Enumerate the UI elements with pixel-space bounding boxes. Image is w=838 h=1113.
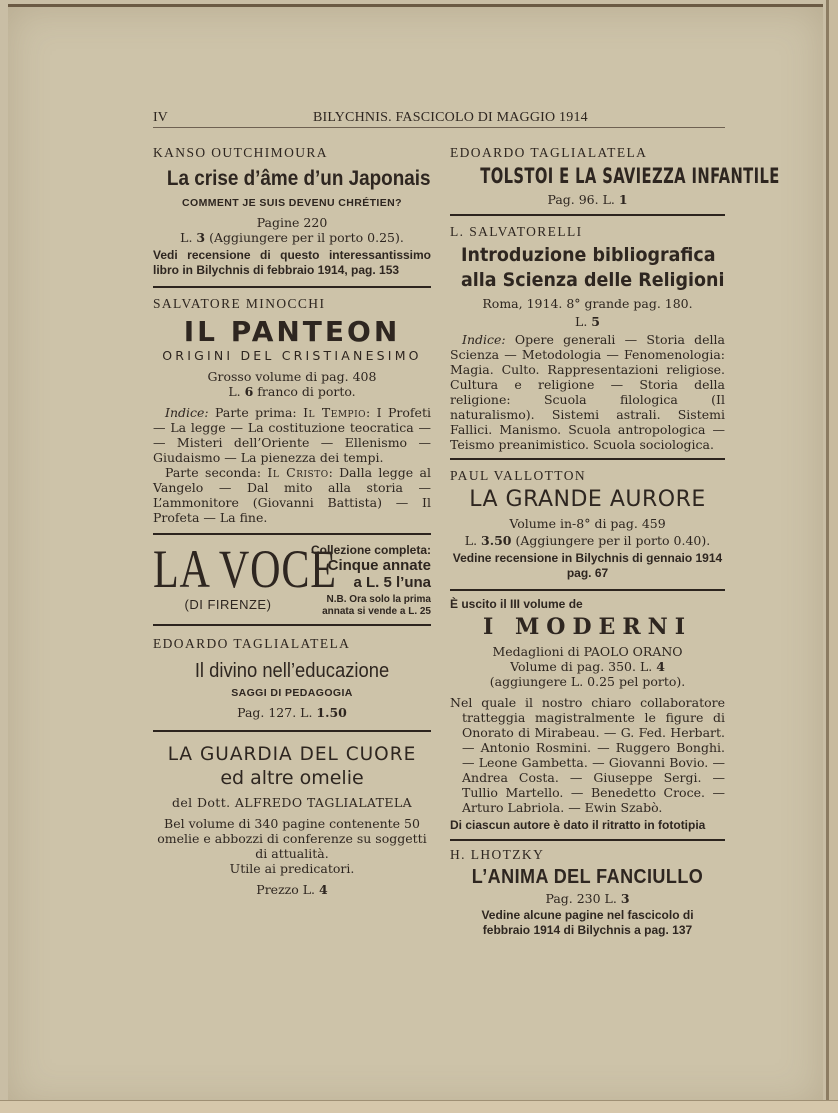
page-bottom-edge [0,1100,838,1113]
divider [153,624,431,626]
divider [450,839,725,841]
table-of-contents-part2: Parte seconda: Il Cristo: Dalla legge al Vangelo — Dal mito alla storia — L’ammonitore (Giovanni Battista) — Il Profeta — La fine. [153,465,431,525]
divider [450,458,725,460]
magazine-title: LA VOCE [153,539,337,599]
next-page-edge [829,0,838,1112]
left-column [153,145,431,897]
review-note: Vedine recensione in Bilychnis di gennaio 1914 pag. 67 [452,551,723,580]
price: 6 [244,384,254,399]
portrait-note: Di ciascun autore è dato il ritratto in fototipia [450,818,706,832]
ad-anima-fanciullo [450,847,725,938]
book-title: Il divino nell’educazione [194,660,390,682]
author: L. SALVATORELLI [450,224,583,239]
book-title: L’ANIMA DEL FANCIULLO [471,866,704,888]
ad-guardia-del-cuore [153,744,431,897]
collection-label: Collezione completa: [310,543,431,557]
note-line-2: annata si vende a L. 25 [322,606,431,617]
ad-divino-educazione [153,636,431,720]
price-line: Pag. 96. L. 1 [547,192,628,207]
ad-scienza-religioni [450,224,725,452]
divider [153,533,431,535]
book-title: IL PANTEON [183,315,401,348]
ad-grande-aurore [450,468,725,581]
price: 4 [656,659,665,674]
author-line: del Dott. ALFREDO TAGLIALATELA [171,795,413,810]
right-column [450,145,780,938]
table-of-contents: Indice: Opere generali — Storia della Scienza — Metodologia — Fenomenologia: Magia. Culto. Rappresentazioni religiose. Cultura e religione — Storia della religione: Scuola filologica (Il naturalismo). Sistemi astrali. Sistemi Fallici. Manismo. Scuola antropologica — Teismo preanimistico. Scuola sociologica. [450,332,725,452]
ad-il-panteon [153,296,431,525]
price: 5 [591,314,600,329]
ad-la-voce [153,539,431,618]
collection-line: Cinque annate [327,557,431,574]
price: 3 [196,230,206,245]
price-line: Prezzo L. 4 [256,882,328,897]
author: KANSO OUTCHIMOURA [153,145,328,160]
note-line-1: N.B. Ora solo la prima [326,594,431,605]
price-line: L. 6 franco di porto. [228,384,356,399]
divider [450,589,725,591]
description: Bel volume di 340 pagine contenente 50 omelie e abbozzi di conferenze su soggetti di attualità. [157,816,427,861]
postage-note: (aggiungere L. 0.25 pel porto). [489,674,686,689]
running-title: BILYCHNIS. FASCICOLO DI MAGGIO 1914 [313,110,588,125]
price-line: Pag. 127. L. 1.50 [237,705,347,720]
description: Nel quale il nostro chiaro collaboratore tratteggia magistralmente le figure di Onorato di Mirabeau. — G. Fed. Herbart. — Antonio Rosmini. — Ruggero Bonghi. — Leone Gambetta. — Giovanni Bovio. — Andrea Costa. — Giuseppe Sergi. — Tullio Martello. — Benedetto Croce. — Arturo Labriola. — Ewin Szabò. [450,695,725,815]
price-line: L. 3 (Aggiungere per il porto 0.25). [180,230,404,245]
book-subtitle: SAGGI DI PEDAGOGIA [231,687,353,699]
page-count: Grosso volume di pag. 408 [207,369,377,384]
book-title: TOLSTOI E LA SAVIEZZA INFANTILE [480,164,780,188]
price: 1 [618,192,628,207]
price: 1.50 [316,705,347,720]
publication-details: Roma, 1914. 8° grande pag. 180. [482,296,693,311]
author: PAUL VALLOTTON [450,468,586,483]
price-line: L. 3.50 (Aggiungere per il porto 0.40). [464,533,711,548]
price: 3 [620,891,630,906]
book-title-line-1: Introduzione bibliografica [461,244,716,266]
book-subtitle: COMMENT JE SUIS DEVENU CHRÉTIEN? [182,197,402,209]
author: SALVATORE MINOCCHI [153,296,326,311]
ad-crise-japonais [153,145,431,278]
book-title: La crise d’âme d’un Japonais [166,167,431,190]
running-header [153,107,725,128]
page-count: Volume in-8° di pag. 459 [509,516,666,531]
review-note: Vedi recensione di questo interessantissimo libro in Bilychnis di febbraio 1914, pag. 153 [153,248,431,277]
announcement: È uscito il III volume de [450,597,583,611]
divider [153,286,431,288]
author: H. LHOTZKY [450,847,545,862]
divider [450,214,725,216]
price-line: Pag. 230 L. 3 [545,891,630,906]
excerpt-note: Vedine alcune pagine nel fascicolo di febbraio 1914 di Bilychnis a pag. 137 [481,908,694,937]
book-title-line-2: alla Scienza delle Religioni [461,269,725,291]
author: EDOARDO TAGLIALATELA [153,636,351,651]
price: 3.50 [481,533,512,548]
book-subtitle: Medaglioni di PAOLO ORANO [492,644,683,659]
table-of-contents-part1: Indice: Parte prima: Il Tempio: I Profeti — La legge — La costituzione teocratica — — Misteri dell’Oriente — Ellenismo — Giudaismo — La pienezza dei tempi. [153,405,431,465]
book-title: LA GUARDIA DEL CUORE [167,744,417,765]
author: EDOARDO TAGLIALATELA [450,145,648,160]
magazine-place: (DI FIRENZE) [184,597,272,612]
divider [153,730,431,732]
audience: Utile ai predicatori. [229,861,355,876]
price-line: L. 5 [575,314,600,329]
page-number: IV [153,110,168,125]
ad-tolstoi [450,145,780,207]
price: 4 [319,882,328,897]
book-title: I MODERNI [483,614,692,640]
book-title: LA GRANDE AURORE [469,487,706,512]
book-subtitle: ed altre omelie [220,767,364,789]
collection-price: a L. 5 l’una [353,574,431,591]
price-line: Volume di pag. 350. L. 4 [510,659,665,674]
ad-i-moderni [450,597,725,833]
page-count: Pagine 220 [256,215,328,230]
book-subtitle: ORIGINI DEL CRISTIANESIMO [162,348,422,363]
